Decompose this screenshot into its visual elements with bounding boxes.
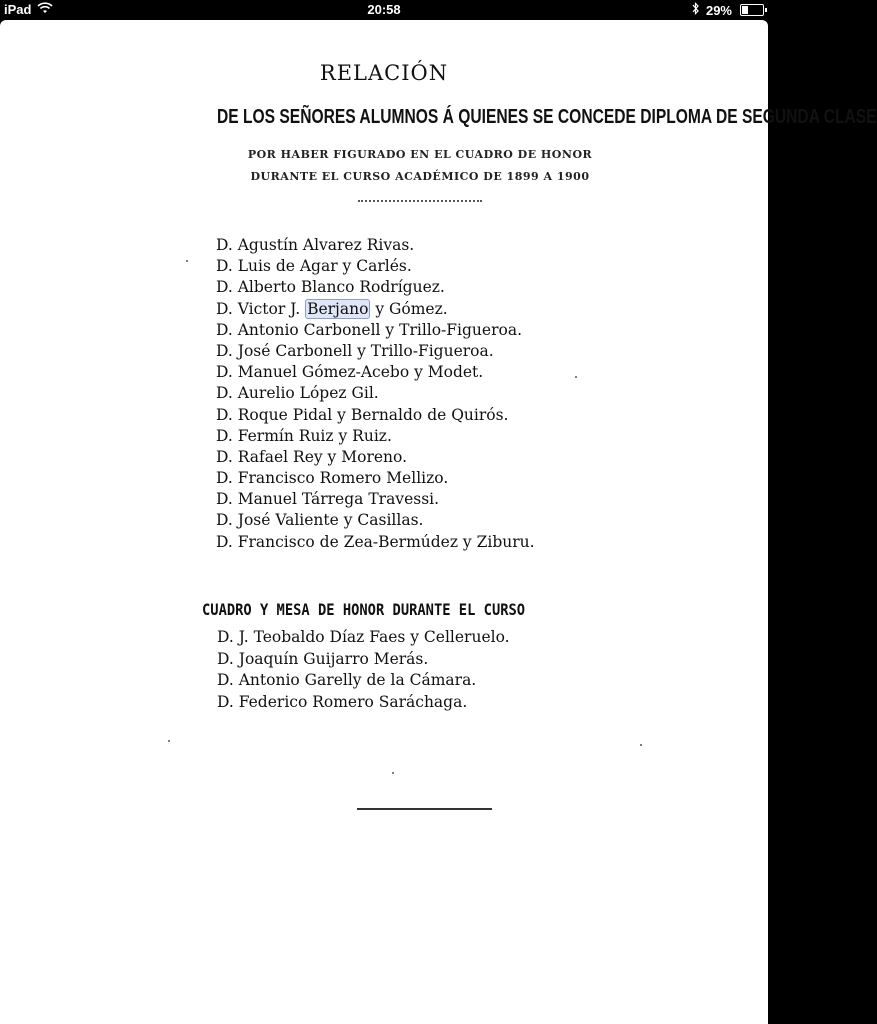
scan-speck	[575, 376, 577, 378]
list-item: D. Antonio Carbonell y Trillo-Figueroa.	[216, 320, 522, 339]
list-item: D. Federico Romero Saráchaga.	[217, 692, 468, 711]
divider-top	[358, 200, 482, 202]
list-item: D. Alberto Blanco Rodríguez.	[216, 278, 445, 297]
honor-list	[217, 627, 510, 713]
list-item-text: D. Victor J.	[216, 299, 301, 318]
document-page[interactable]	[0, 20, 877, 1024]
student-list	[216, 235, 535, 553]
section-heading: CUADRO Y MESA DE HONOR DURANTE EL CURSO	[202, 600, 526, 619]
list-item: D. Agustín Alvarez Rivas.	[216, 236, 415, 254]
bluetooth-icon	[692, 2, 700, 18]
battery-level	[742, 6, 748, 14]
list-item: D. Luis de Agar y Carlés.	[216, 257, 412, 276]
list-item: D. Francisco Romero Mellizo.	[216, 469, 449, 488]
note-line-1: POR HABER FIGURADO EN EL CUADRO DE HONOR	[247, 148, 593, 161]
page-subtitle: DE LOS SEÑORES ALUMNOS Á QUIENES SE CONCEDE DIPLOMA DE SEGUNDA CLASE	[216, 106, 877, 128]
list-item	[216, 299, 535, 320]
list-item: D. Antonio Garelly de la Cámara.	[217, 671, 477, 689]
list-item: D. José Valiente y Casillas.	[216, 511, 424, 530]
clock: 20:58	[367, 2, 401, 17]
battery-percent: 29%	[705, 2, 732, 18]
list-item: D. Fermín Ruiz y Ruiz.	[216, 426, 392, 445]
note-line-2: DURANTE EL CURSO ACADÉMICO DE 1899 A 1900	[250, 170, 590, 183]
list-item: D. Manuel Tárrega Travessi.	[216, 490, 440, 509]
list-item: D. Roque Pidal y Bernaldo de Quirós.	[216, 405, 509, 424]
device-name: iPad	[4, 2, 32, 17]
status-bar	[0, 0, 768, 20]
list-item: D. Rafael Rey y Moreno.	[216, 447, 407, 466]
scan-speck	[168, 740, 170, 742]
selected-word[interactable]: Berjano	[307, 299, 369, 318]
list-item: D. José Carbonell y Trillo-Figueroa.	[216, 341, 494, 360]
list-item: D. Manuel Gómez-Acebo y Modet.	[216, 363, 484, 382]
scan-speck	[640, 744, 642, 746]
divider-bottom	[357, 808, 492, 810]
list-item-text-suffix: y Gómez.	[370, 299, 448, 318]
scan-speck	[392, 772, 394, 774]
list-item: D. J. Teobaldo Díaz Faes y Celleruelo.	[217, 628, 510, 646]
scan-speck	[186, 260, 188, 262]
list-item: D. Aurelio López Gil.	[216, 384, 379, 403]
battery-icon	[740, 4, 764, 16]
page-title: RELACIÓN	[319, 61, 449, 85]
list-item: D. Francisco de Zea-Bermúdez y Ziburu.	[216, 532, 535, 551]
list-item: D. Joaquín Guijarro Merás.	[217, 649, 429, 668]
